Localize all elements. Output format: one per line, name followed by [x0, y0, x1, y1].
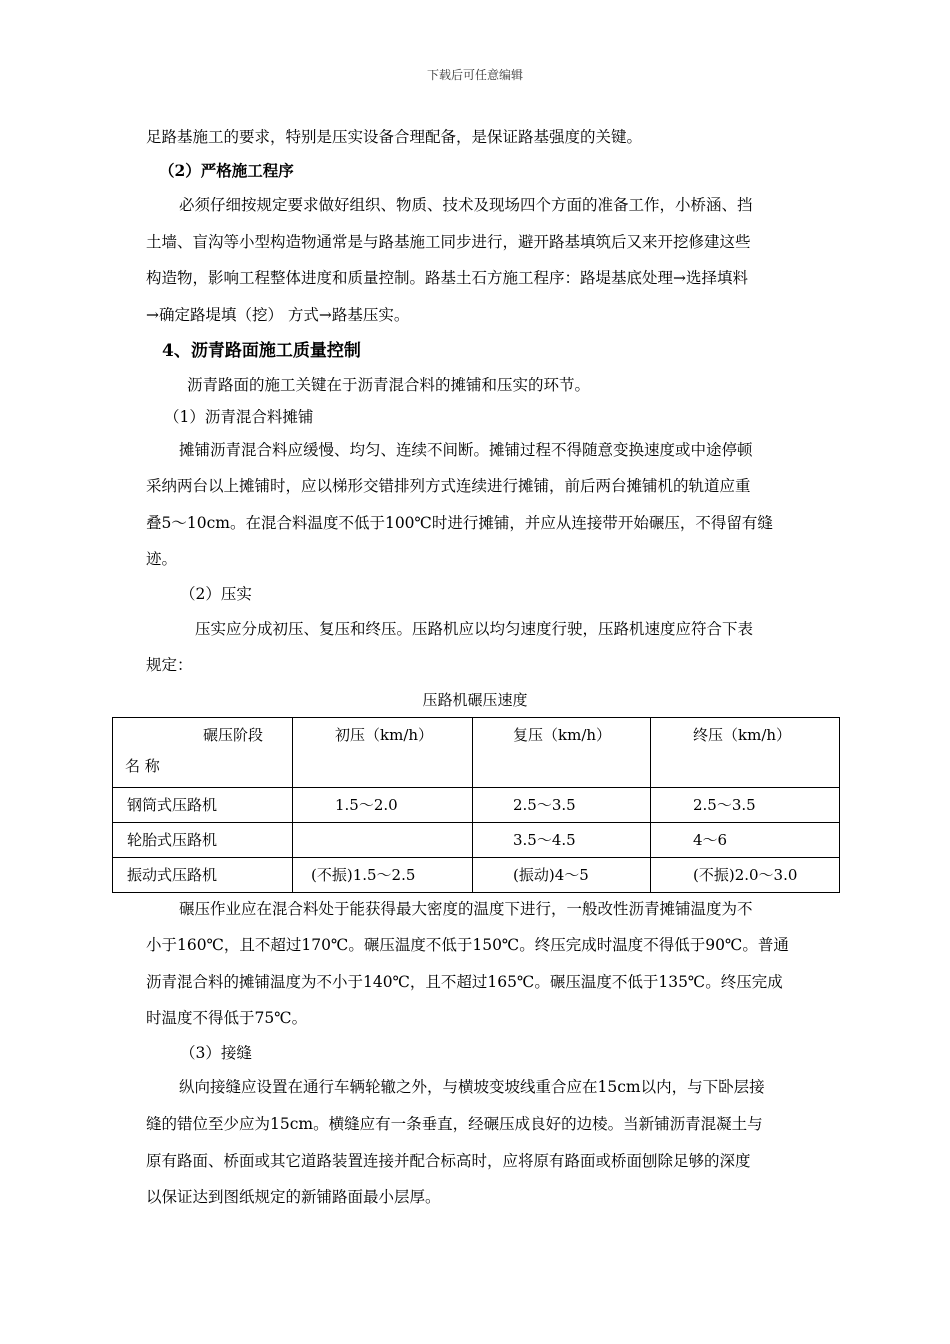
table-header-cell	[293, 718, 473, 788]
section-heading: 4、沥青路面施工质量控制	[162, 341, 361, 361]
paragraph-line: 时温度不得低于75℃。	[146, 1009, 308, 1027]
table-cell	[113, 788, 293, 823]
header-stage: 碾压阶段	[203, 726, 264, 744]
table-cell	[473, 858, 651, 893]
paragraph-line: 沥青混合料的摊铺温度为不小于140℃，且不超过165℃。碾压温度不低于135℃。终压完成	[146, 973, 783, 991]
row-initial: (不振)1.5～2.5	[311, 866, 416, 884]
table-cell	[293, 858, 473, 893]
row-final: (不振)2.0～3.0	[693, 866, 798, 884]
paragraph-line: 迹。	[146, 550, 178, 568]
row-repeat: 2.5～3.5	[513, 796, 576, 814]
paragraph-line: 纵向接缝应设置在通行车辆轮辙之外，与横坡变坡线重合应在15cm以内，与下卧层接	[179, 1078, 765, 1096]
header-final: 终压（km/h）	[693, 726, 792, 744]
table-cell	[293, 788, 473, 823]
table-row	[113, 788, 840, 823]
table-row	[113, 858, 840, 893]
row-repeat: 3.5～4.5	[513, 831, 576, 849]
table-cell	[473, 823, 651, 858]
paragraph-line: 足路基施工的要求，特别是压实设备合理配备，是保证路基强度的关键。	[146, 128, 643, 146]
table-cell	[651, 823, 840, 858]
paragraph-line: 采纳两台以上摊铺时，应以梯形交错排列方式连续进行摊铺，前后两台摊铺机的轨道应重	[146, 477, 751, 495]
paragraph-line: 摊铺沥青混合料应缓慢、均匀、连续不间断。摊铺过程不得随意变换速度或中途停顿	[179, 441, 753, 459]
paragraph-line: 叠5～10cm。在混合料温度不低于100℃时进行摊铺，并应从连接带开始碾压，不得留有缝	[146, 514, 773, 532]
table-cell	[293, 823, 473, 858]
row-initial: 1.5～2.0	[335, 796, 398, 814]
roller-speed-table	[112, 717, 840, 893]
paragraph-line: 土墙、盲沟等小型构造物通常是与路基施工同步进行，避开路基填筑后又来开挖修建这些	[146, 233, 751, 251]
row-final: 2.5～3.5	[693, 796, 756, 814]
page-header-note: 下载后可任意编辑	[426, 68, 523, 82]
row-name: 轮胎式压路机	[127, 831, 218, 849]
row-initial	[293, 823, 472, 829]
subsection-heading: （2）压实	[180, 585, 252, 603]
paragraph-line: 构造物，影响工程整体进度和质量控制。路基土石方施工程序：路堤基底处理→选择填料	[146, 269, 748, 287]
paragraph-line: 小于160℃，且不超过170℃。碾压温度不低于150℃。终压完成时温度不得低于90℃。普通	[146, 936, 789, 954]
subsection-heading: （2）严格施工程序	[159, 161, 294, 180]
table-cell	[651, 858, 840, 893]
paragraph-line: →确定路堤填（挖） 方式→路基压实。	[146, 306, 410, 324]
paragraph-line: 沥青路面的施工关键在于沥青混合料的摊铺和压实的环节。	[187, 376, 591, 394]
row-name: 振动式压路机	[127, 866, 218, 884]
table-caption: 压路机碾压速度	[422, 691, 528, 709]
table-cell	[651, 788, 840, 823]
header-name: 名 称	[125, 757, 160, 775]
paragraph-line: 以保证达到图纸规定的新铺路面最小层厚。	[146, 1188, 441, 1206]
table-row	[113, 823, 840, 858]
header-initial: 初压（km/h）	[335, 726, 434, 744]
table-cell	[113, 858, 293, 893]
table-header-cell	[651, 718, 840, 788]
row-repeat: (振动)4～5	[513, 866, 589, 884]
paragraph-line: 缝的错位至少应为15cm。横缝应有一条垂直，经碾压成良好的边棱。当新铺沥青混凝土与	[146, 1115, 763, 1133]
table-header-cell	[113, 718, 293, 788]
table-header-row	[113, 718, 840, 788]
paragraph-line: 原有路面、桥面或其它道路装置连接并配合标高时，应将原有路面或桥面刨除足够的深度	[146, 1152, 751, 1170]
row-final: 4～6	[693, 831, 728, 849]
header-repeat: 复压（km/h）	[513, 726, 612, 744]
paragraph-line: 必须仔细按规定要求做好组织、物质、技术及现场四个方面的准备工作，小桥涵、挡	[179, 196, 753, 214]
subsection-heading: （1）沥青混合料摊铺	[164, 408, 314, 426]
table-cell	[113, 823, 293, 858]
paragraph-line: 规定：	[146, 656, 193, 674]
subsection-heading: （3）接缝	[180, 1044, 252, 1062]
table-header-cell	[473, 718, 651, 788]
paragraph-line: 压实应分成初压、复压和终压。压路机应以均匀速度行驶，压路机速度应符合下表	[195, 620, 754, 638]
paragraph-line: 碾压作业应在混合料处于能获得最大密度的温度下进行，一般改性沥青摊铺温度为不	[179, 900, 753, 918]
table-cell	[473, 788, 651, 823]
row-name: 钢筒式压路机	[127, 796, 218, 814]
